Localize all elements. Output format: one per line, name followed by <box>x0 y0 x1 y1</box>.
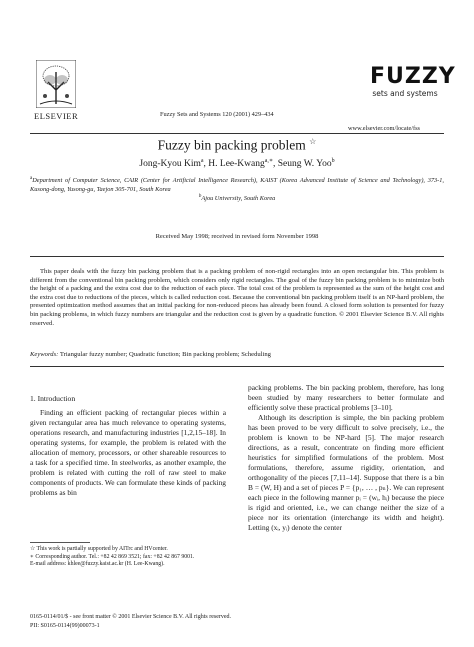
received-dates: Received May 1998; received in revised form November 1998 <box>155 233 319 240</box>
journal-logo-main: FUZZY <box>370 64 456 89</box>
author-separator: , <box>203 159 209 170</box>
body-paragraph: packing problems. The bin packing problem, therefore, has long been studied by many researchers to better formulate and efficiently solve these practical problems [3–10]. <box>248 383 444 412</box>
abstract-top-rule <box>30 256 444 257</box>
journal-citation: Fuzzy Sets and Systems 120 (2001) 429–434 <box>160 111 274 118</box>
footnote-funding: ☆ This work is partially supported by AITrc and HVcenter. <box>30 546 168 552</box>
keywords-label: Keywords: <box>30 351 59 358</box>
journal-url[interactable]: www.elsevier.com/locate/fss <box>348 125 420 132</box>
body-paragraph: Although its description is simple, the bin packing problem has been proved to be very difficult to solve precisely, i.e., the problem is known to be NP-hard [5]. The major research directions, as a result, concentrate on finding more efficient heuristics for simplified formulations of the problem. Most formulations, therefore, assume rigidity, orientation, and orthogonality of the pieces [7,11–14]. Suppose that there is a bin B = (W, H) and a set of pieces P = {p₁, … , pₙ}. We can represent each piece in the following manner pᵢ = (wᵢ, hᵢ) because the piece is rigid and oriented, i.e., we can change neither the size of a piece nor its orientation (interchange its width and height). Letting (xᵢ, yᵢ) denote the center <box>248 413 444 532</box>
journal-logo-sub: sets and systems <box>372 89 438 98</box>
author-affil-mark: a,∗ <box>264 158 273 164</box>
footnote-email: E-mail address: khlee@fuzzy.kaist.ac.kr (H. Lee-Kwang). <box>30 561 165 568</box>
author-name: Seung W. Yoo <box>277 159 332 170</box>
pii-line: PII: S0165-0114(99)00073-1 <box>30 623 100 629</box>
abstract-bottom-rule <box>30 366 444 367</box>
section-heading: 1. Introduction <box>30 394 76 403</box>
paper-title-text: Fuzzy bin packing problem <box>157 137 306 153</box>
footnotes <box>30 546 226 569</box>
affiliation-mark: b <box>198 193 202 199</box>
header-rule <box>30 133 444 134</box>
author-list <box>0 157 474 169</box>
author-name: H. Lee-Kwang <box>208 159 265 170</box>
body-paragraph: Finding an efficient packing of rectangular pieces within a given rectangular area has much relevance to operating systems, operations research, and manufacturing industries [1,2,15–18]. In operating systems, for example, the problem is related with the allocation of memory, processors, or other shareable resources to a task for a specified time. In steelworks, as another example, the problem is related with cutting the roll of raw steel to make components of products. We can formulate these kinds of packing problems as bin <box>30 408 226 497</box>
copyright-line: 0165-0114/01/$ - see front matter © 2001 Elsevier Science B.V. All rights reserved. <box>30 614 232 620</box>
publisher-name: ELSEVIER <box>34 111 79 121</box>
footnote-rule <box>30 542 90 543</box>
affiliation-text: Ajou University, South Korea <box>201 195 276 203</box>
title-footnote-mark: ☆ <box>309 137 317 146</box>
author-affil-mark: b <box>331 158 335 164</box>
affiliation-mark: a <box>30 176 33 181</box>
affiliation-a <box>30 175 444 194</box>
page-footer <box>30 613 231 631</box>
keywords-list: Triangular fuzzy number; Quadratic function; Bin packing problem; Scheduling <box>59 351 271 358</box>
elsevier-tree-logo <box>36 60 76 108</box>
left-column <box>30 408 226 498</box>
author-separator: , <box>273 159 278 170</box>
paper-title <box>0 137 474 154</box>
affiliation-b <box>0 193 474 202</box>
abstract <box>30 268 444 328</box>
affiliation-text: Department of Computer Science, CAIR (Center for Artificial Intelligence Research), KAIST (Korea Advanced Institute of Science and Technology), 373-1, Kusong-dong, Yusong-gu, Taejon 305-701, South Korea <box>30 177 444 193</box>
footnote-corresponding: ∗ Corresponding author. Tel.: +82 42 869 3521; fax: +82 42 867 9001. <box>30 553 195 560</box>
author-affil-mark: a <box>200 158 204 164</box>
keywords <box>30 351 444 358</box>
abstract-text: This paper deals with the fuzzy bin packing problem that is a packing problem of non-rigid rectangles into an open rectangular bin. This problem is different from the conventional bin packing problem, which considers only rigid rectangles. The goal of the fuzzy bin packing problem is to minimize both the height of a packing and the extra cost due to the reduction of each piece. The total cost of the problem is represented as the sum of the height cost and the extra cost due to reductions of the pieces, which is called reduction cost. Because the conventional bin packing problem itself is an NP-hard problem, the presented optimization method assumes that an initial packing for non-reduced pieces has already been found. A closed form solution is presented for fuzzy bin packing problems, in which fuzzy numbers are triangular and the reduction cost is given by a quadratic function. © 2001 Elsevier Science B.V. All rights reserved. <box>30 268 444 327</box>
journal-logo <box>370 64 456 98</box>
right-column <box>248 383 444 533</box>
author-name: Jong-Kyou Kim <box>139 159 201 170</box>
